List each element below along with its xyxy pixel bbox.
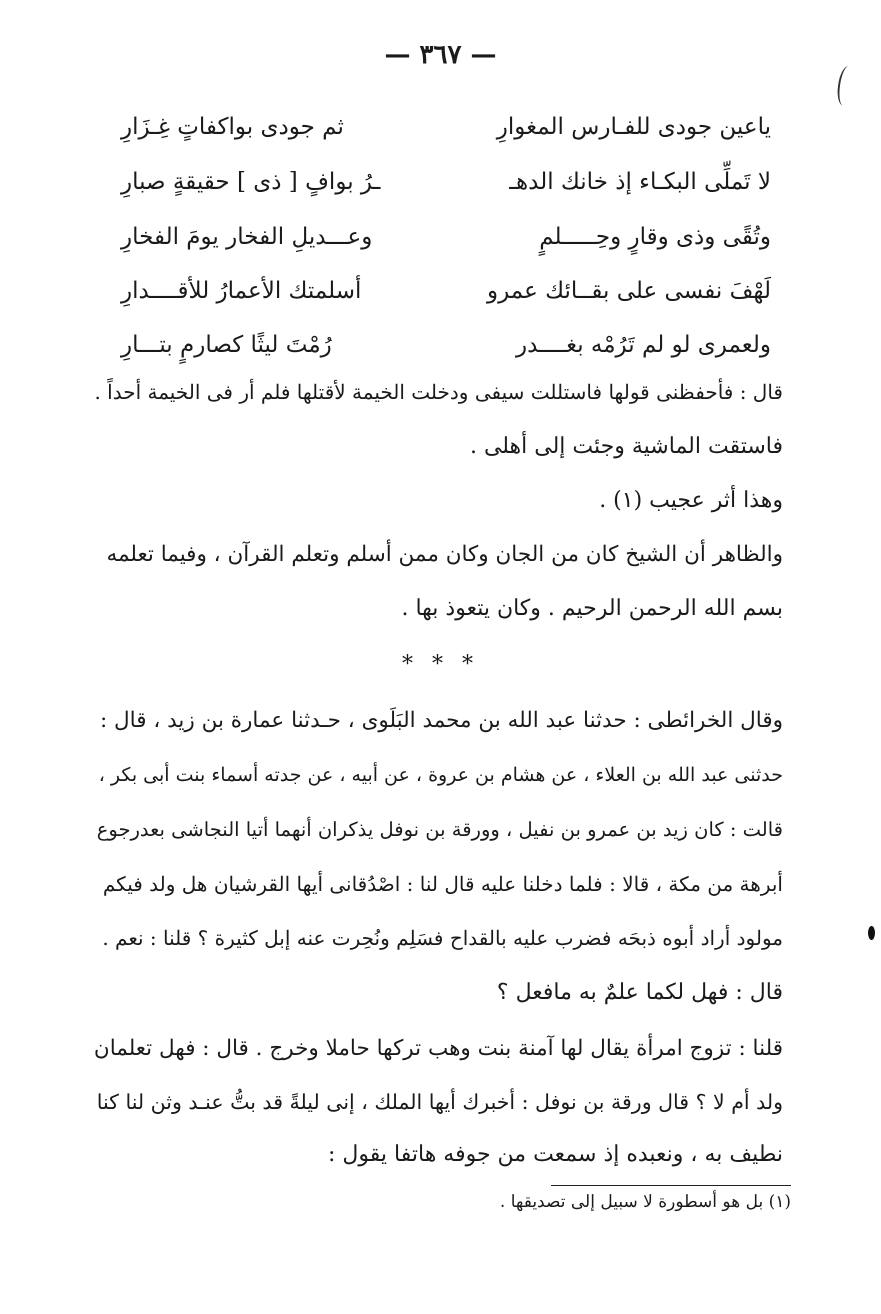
text-line: قالت : كان زيد بن عمرو بن نفيل ، وورقة بن نوفل يذكران أنهما أتيا النجاشى بعدرجوع <box>96 818 783 841</box>
verse-first-hemistich: ولعمرى لو لم تَرُمْه بغــــدر <box>515 332 771 358</box>
text-line: بسم الله الرحمن الرحيم . وكان يتعوذ بها . <box>401 596 783 621</box>
verse-line <box>121 155 771 209</box>
footnote-divider <box>551 1185 791 1186</box>
text-line: قلنا : تزوج امرأة يقال لها آمنة بنت وهب تركها حاملا وخرج . قال : فهل تعلمان <box>93 1036 783 1061</box>
verse-first-hemistich: ياعين جودى للفـارس المغوارِ <box>496 114 771 140</box>
text-line: قال : فأحفظنى قولها فاستللت سيفى ودخلت الخيمة لأقتلها فلم أر فى الخيمة أحداً . <box>94 380 783 404</box>
verse-second-hemistich: أسلمتك الأعمارُ للأقــــدارِ <box>121 278 362 304</box>
text-line: والظاهر أن الشيخ كان من الجان وكان ممن أسلم وتعلم القرآن ، وفيما تعلمه <box>106 542 783 567</box>
text-line: مولود أراد أبوه ذبحَه فضرب عليه بالقداح فسَلِم ونُحِرت عنه إبل كثيرة ؟ قلنا : نعم . <box>102 926 783 950</box>
page-number: — ٣٦٧ — <box>384 40 497 70</box>
margin-ink-dot <box>868 926 875 940</box>
verse-first-hemistich: لا تَملِّى البكـاء إذ خانك الدهـ <box>509 169 771 195</box>
verse-second-hemistich: ثم جودى بواكفاتٍ غِـزَارِ <box>121 114 344 140</box>
footnote: (١) بل هو أسطورة لا سبيل إلى تصديقها . <box>499 1192 791 1212</box>
verse-line <box>121 318 771 372</box>
verse-second-hemistich: ـرُ بوافٍ [ ذى ] حقيقةٍ صبارِ <box>121 169 381 195</box>
margin-pen-mark <box>835 65 856 107</box>
verse-line <box>121 264 771 318</box>
text-line: أبرهة من مكة ، قالا : فلما دخلنا عليه قال لنا : اصْدُقانى أيها القرشيان هل ولد فيكم <box>102 872 783 896</box>
verse-first-hemistich: لَهْفَ نفسى على بقــائك عمرو <box>486 278 771 304</box>
text-line: ولد أم لا ؟ قال ورقة بن نوفل : أخبرك أيها الملك ، إنى ليلةً قد بتُّ عنـد وثن لنا كنا <box>96 1090 783 1114</box>
text-line: وقال الخرائطى : حدثنا عبد الله بن محمد البَلَوى ، حـدثنا عمارة بن زيد ، قال : <box>99 708 783 733</box>
verse-line <box>121 100 771 154</box>
verse-second-hemistich: رُمْتَ ليثًا كصارمٍ بتـــارِ <box>121 332 332 358</box>
text-line: حدثنى عبد الله بن العلاء ، عن هشام بن عروة ، عن أبيه ، عن جدته أسماء بنت أبى بكر ، <box>98 764 783 786</box>
verse-second-hemistich: وعـــديلِ الفخار يومَ الفخارِ <box>121 224 373 250</box>
verse-first-hemistich: وتُقًى وذى وقارٍ وحِـــــلمٍ <box>539 224 771 250</box>
text-line: قال : فهل لكما علمٌ به مافعل ؟ <box>496 980 783 1005</box>
verse-line <box>121 210 771 264</box>
text-line: نطيف به ، ونعبده إذ سمعت من جوفه هاتفا يقول : <box>328 1142 783 1167</box>
text-line: فاستقت الماشية وجئت إلى أهلى . <box>469 434 783 459</box>
section-separator: * * * <box>402 652 479 677</box>
text-line: وهذا أثر عجيب (١) . <box>599 488 783 513</box>
